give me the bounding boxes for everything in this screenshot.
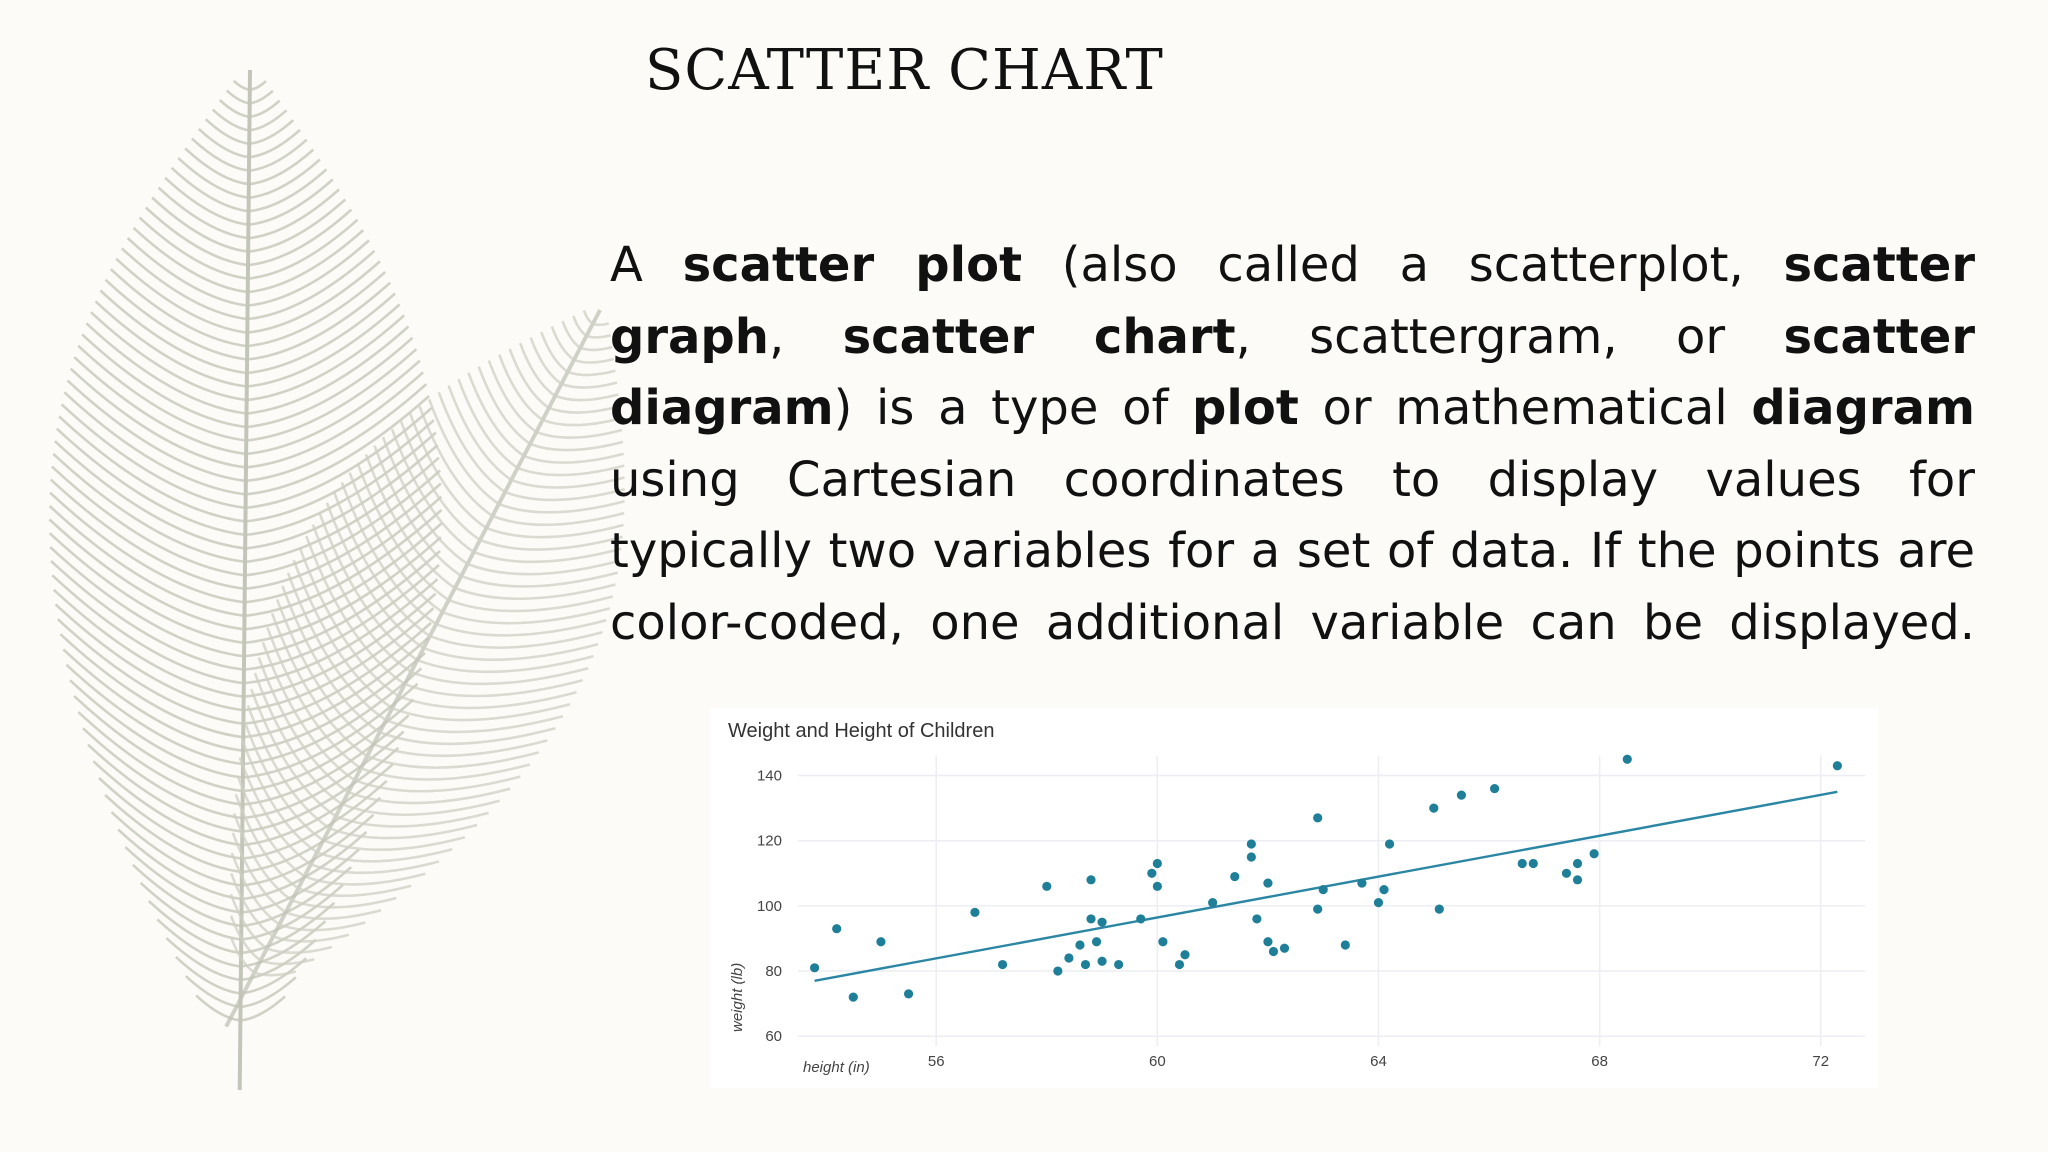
feather-barb	[248, 179, 332, 224]
feather-barb	[248, 240, 369, 305]
scatter-point	[970, 908, 979, 917]
feather-barb	[176, 957, 241, 994]
bold-term: scatter diagram	[610, 308, 1976, 436]
feather-barb	[178, 158, 248, 198]
feather-barb	[552, 327, 574, 360]
scatter-point	[1341, 940, 1350, 949]
feather-barb	[249, 169, 327, 211]
scatter-point	[1357, 878, 1366, 887]
feather-barb	[249, 110, 286, 130]
scatter-point	[1379, 885, 1388, 894]
body-paragraph	[610, 230, 1975, 659]
scatter-point	[1081, 960, 1090, 969]
scatter-point	[1252, 914, 1261, 923]
scatter-point	[1313, 813, 1322, 822]
scatter-point	[1590, 849, 1599, 858]
feather-barb	[493, 513, 625, 525]
scatter-point	[849, 993, 858, 1002]
scatter-point	[1175, 960, 1184, 969]
feather-barb	[574, 359, 614, 363]
feather-barb	[241, 885, 343, 940]
feather-barb	[298, 886, 411, 896]
text-run: using Cartesian coordinates to display values for typically two variables for a set of data. If the points are color-coded, one additional variable can be displayed.	[610, 451, 1975, 651]
feather-barb	[489, 361, 537, 432]
feather-barb	[213, 110, 250, 131]
feather-shaft	[226, 310, 600, 1027]
scatter-point	[1623, 755, 1632, 764]
x-axis-title: height (in)	[803, 1059, 870, 1076]
y-tick-label: 120	[756, 832, 782, 850]
feather-barb	[486, 525, 623, 537]
scatter-point	[1086, 914, 1095, 923]
scatter-point	[1573, 875, 1582, 884]
scatter-point	[998, 960, 1007, 969]
feather-barb	[499, 355, 542, 420]
feather-barb	[573, 316, 586, 336]
feather-barb	[562, 383, 618, 388]
scatter-point	[1435, 905, 1444, 914]
scatter-point	[1518, 859, 1527, 868]
feather-barb	[249, 160, 320, 198]
scatter-point	[1064, 953, 1073, 962]
scatter-point	[1263, 878, 1272, 887]
feather-barb	[67, 380, 245, 481]
feather-barb	[518, 466, 625, 475]
feather-barb	[74, 357, 246, 454]
scatter-point	[1490, 784, 1499, 793]
feather-barb	[568, 371, 616, 375]
scatter-point	[1053, 966, 1062, 975]
scatter-point	[1153, 859, 1162, 868]
feather-barb	[555, 395, 618, 401]
feather-barb	[246, 372, 423, 467]
scatter-point	[1313, 905, 1322, 914]
x-tick-label: 72	[1812, 1053, 1830, 1070]
text-run: , scattergram, or	[1235, 308, 1784, 365]
feather-barb	[311, 862, 439, 873]
scatter-point	[1247, 839, 1256, 848]
scatter-point	[1833, 761, 1842, 770]
feather-barb	[584, 311, 593, 324]
y-tick-label: 80	[765, 963, 782, 981]
feather-main	[50, 70, 442, 1090]
feather-barb	[474, 549, 622, 562]
scatter-point	[904, 989, 913, 998]
feather-barb	[580, 347, 612, 350]
feather-barb	[480, 537, 623, 550]
feather-barb	[267, 947, 332, 953]
scatter-point	[1385, 839, 1394, 848]
scatter-point	[1429, 804, 1438, 813]
scatter-point	[1562, 869, 1571, 878]
bold-term: scatter graph	[610, 237, 1975, 365]
scatter-point	[1097, 918, 1106, 927]
feather-barb	[134, 228, 248, 292]
chart-svg	[710, 708, 1878, 1088]
feather-barb	[511, 478, 624, 488]
scatter-point	[1086, 875, 1095, 884]
scatter-point	[1153, 882, 1162, 891]
bold-term: plot	[1192, 380, 1299, 436]
scatter-point	[1208, 898, 1217, 907]
data-points	[810, 755, 1842, 1002]
chart-title: Weight and Height of Children	[728, 720, 995, 742]
scatter-point	[810, 963, 819, 972]
scatter-point	[1247, 852, 1256, 861]
scatter-point	[1269, 947, 1278, 956]
chart-grid	[798, 756, 1865, 1046]
scatter-point	[1042, 882, 1051, 891]
bold-term: scatter plot	[682, 237, 1023, 293]
feather-barb	[286, 910, 381, 918]
x-tick-label: 64	[1370, 1053, 1387, 1070]
scatter-point	[832, 924, 841, 933]
feather-icon	[50, 70, 625, 1090]
bold-term: scatter chart	[842, 308, 1236, 365]
scatter-point	[1147, 869, 1156, 878]
x-tick-label: 56	[927, 1053, 945, 1070]
y-tick-label: 140	[756, 767, 782, 785]
feather-barb	[587, 335, 611, 337]
slide-title: SCATTER CHART	[645, 38, 1164, 103]
feather-barb	[505, 489, 625, 500]
feather-barb	[172, 168, 249, 211]
feather-barb	[254, 972, 296, 976]
feather-barb	[71, 369, 246, 468]
scatter-point	[1529, 859, 1538, 868]
scatter-point	[1158, 937, 1167, 946]
scatter-point	[1280, 944, 1289, 953]
scatter-point	[1457, 791, 1466, 800]
scatter-point	[1097, 957, 1106, 966]
text-run: or mathematical	[1298, 380, 1752, 436]
scatter-point	[1092, 937, 1101, 946]
scatter-point	[1263, 937, 1272, 946]
y-axis-title: weight (lb)	[729, 962, 746, 1032]
feather-barb	[234, 81, 250, 90]
feather-illustration	[40, 60, 660, 1120]
feather-barb	[227, 90, 250, 103]
y-tick-label: 60	[765, 1028, 782, 1046]
text-run: ,	[768, 308, 843, 365]
text-run: A	[610, 237, 683, 293]
scatter-point	[1114, 960, 1123, 969]
y-axis-ticks	[757, 768, 782, 1046]
scatter-point	[1136, 914, 1145, 923]
scatter-point	[1319, 885, 1328, 894]
feather-barb	[524, 454, 624, 463]
feather-barb	[250, 91, 273, 104]
feather-barb	[250, 81, 266, 90]
scatter-point	[1573, 859, 1582, 868]
scatter-point	[1230, 872, 1239, 881]
scatter-point	[1374, 898, 1383, 907]
feather-barb	[499, 501, 625, 512]
bold-term: diagram	[1751, 380, 1975, 436]
y-tick-label: 100	[756, 897, 782, 915]
feather-barb	[246, 384, 426, 481]
feather-barb	[593, 323, 609, 324]
scatter-point	[876, 937, 885, 946]
feather-barb	[510, 349, 549, 408]
x-axis-ticks	[928, 1053, 1829, 1070]
text-run: ) is a type of	[833, 380, 1193, 436]
scatter-chart	[710, 708, 1878, 1088]
x-tick-label: 68	[1591, 1053, 1608, 1070]
x-tick-label: 60	[1149, 1053, 1166, 1070]
scatter-point	[1075, 940, 1084, 949]
text-run: (also called a scatterplot,	[1022, 237, 1784, 293]
feather-barb	[141, 883, 242, 940]
scatter-point	[1180, 950, 1189, 959]
